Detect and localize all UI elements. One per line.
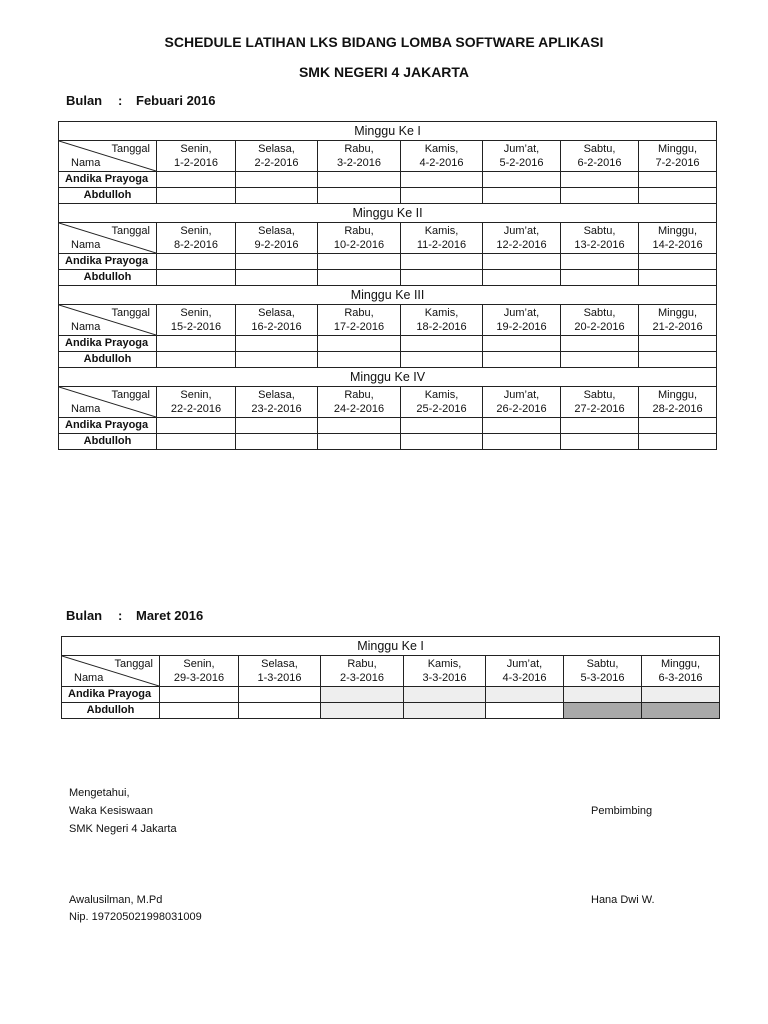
- schedule-cell[interactable]: [318, 434, 401, 450]
- tanggal-label: Tanggal: [114, 658, 153, 670]
- day-name: Kamis,: [424, 307, 459, 319]
- schedule-cell[interactable]: [318, 352, 401, 368]
- day-header: [639, 305, 717, 336]
- day-name: Sabtu,: [583, 389, 616, 401]
- schedule-cell[interactable]: [401, 188, 483, 204]
- day-header-row: [59, 387, 717, 418]
- day-date: 1-2-2016: [173, 157, 219, 169]
- schedule-cell[interactable]: [236, 336, 318, 352]
- schedule-cell[interactable]: [157, 254, 236, 270]
- day-date: 7-2-2016: [655, 157, 700, 169]
- day-name: Jum’at,: [503, 307, 540, 319]
- day-date: 20-2-2016: [574, 321, 625, 333]
- day-name: Jum’at,: [506, 658, 543, 670]
- day-name: Sabtu,: [586, 658, 619, 670]
- footer-signer-right: Hana Dwi W.: [591, 894, 655, 906]
- day-name: Rabu,: [344, 389, 374, 401]
- schedule-cell[interactable]: [486, 703, 564, 719]
- schedule-cell[interactable]: [318, 172, 401, 188]
- schedule-cell[interactable]: [401, 336, 483, 352]
- student-name: Abdulloh: [59, 352, 157, 368]
- day-header: [564, 656, 642, 687]
- day-date: 4-2-2016: [419, 157, 464, 169]
- day-date: 28-2-2016: [652, 403, 703, 415]
- day-date: 21-2-2016: [652, 321, 703, 333]
- student-row: [59, 172, 717, 188]
- schedule-cell[interactable]: [239, 687, 321, 703]
- day-date: 26-2-2016: [496, 403, 547, 415]
- schedule-cell[interactable]: [236, 254, 318, 270]
- day-date: 22-2-2016: [170, 403, 222, 415]
- day-name: Rabu,: [344, 225, 374, 237]
- schedule-cell[interactable]: [564, 703, 642, 719]
- day-header: [236, 141, 318, 172]
- day-header: [239, 656, 321, 687]
- day-name: Minggu,: [657, 225, 698, 237]
- schedule-cell[interactable]: [486, 687, 564, 703]
- day-date: 6-3-2016: [658, 672, 703, 684]
- schedule-cell[interactable]: [236, 188, 318, 204]
- day-name: Kamis,: [424, 143, 459, 155]
- day-name: Jum’at,: [503, 389, 540, 401]
- day-name: Jum’at,: [503, 225, 540, 237]
- day-header: [318, 387, 401, 418]
- march-schedule-table: [61, 636, 720, 719]
- week-title: Minggu Ke II: [59, 204, 717, 223]
- day-header: [639, 223, 717, 254]
- day-date: 2-3-2016: [339, 672, 385, 684]
- schedule-cell[interactable]: [561, 352, 639, 368]
- day-date: 29-3-2016: [173, 672, 225, 684]
- schedule-cell[interactable]: [642, 703, 720, 719]
- tanggal-nama-header: [59, 387, 157, 418]
- day-header: [236, 387, 318, 418]
- day-name: Minggu,: [657, 143, 698, 155]
- student-row: [59, 254, 717, 270]
- day-date: 12-2-2016: [496, 239, 547, 251]
- schedule-cell[interactable]: [318, 336, 401, 352]
- schedule-cell[interactable]: [239, 703, 321, 719]
- schedule-cell[interactable]: [318, 254, 401, 270]
- day-header: [236, 305, 318, 336]
- schedule-cell[interactable]: [561, 188, 639, 204]
- day-name: Senin,: [180, 143, 212, 155]
- schedule-cell[interactable]: [401, 434, 483, 450]
- bulan-label: Bulan: [66, 608, 103, 623]
- schedule-cell[interactable]: [561, 172, 639, 188]
- week-title: Minggu Ke III: [59, 286, 717, 305]
- student-name: Andika Prayoga: [59, 254, 157, 270]
- day-date: 4-3-2016: [502, 672, 547, 684]
- tanggal-label: Tanggal: [111, 143, 150, 155]
- day-header: [401, 223, 483, 254]
- day-date: 24-2-2016: [333, 403, 385, 415]
- day-header: [561, 141, 639, 172]
- schedule-cell[interactable]: [401, 172, 483, 188]
- day-name: Minggu,: [657, 307, 698, 319]
- schedule-cell[interactable]: [639, 254, 717, 270]
- day-name: Sabtu,: [583, 307, 616, 319]
- schedule-cell[interactable]: [483, 352, 561, 368]
- student-name: Andika Prayoga: [59, 172, 157, 188]
- week-title: Minggu Ke I: [62, 637, 720, 656]
- day-header: [483, 305, 561, 336]
- day-header: [642, 656, 720, 687]
- day-name: Jum’at,: [503, 143, 540, 155]
- day-header-row: [59, 141, 717, 172]
- day-date: 8-2-2016: [173, 239, 219, 251]
- schedule-cell[interactable]: [639, 418, 717, 434]
- schedule-cell[interactable]: [561, 434, 639, 450]
- day-date: 13-2-2016: [574, 239, 625, 251]
- colon-label: :: [118, 93, 123, 108]
- day-date: 3-3-2016: [422, 672, 467, 684]
- tanggal-label: Tanggal: [111, 307, 150, 319]
- student-row: [62, 703, 720, 719]
- day-header: [318, 223, 401, 254]
- week-title: Minggu Ke I: [59, 122, 717, 141]
- day-header: [639, 141, 717, 172]
- day-header: [483, 141, 561, 172]
- day-header: [639, 387, 717, 418]
- tanggal-nama-header: [62, 656, 160, 687]
- schedule-cell[interactable]: [639, 188, 717, 204]
- footer-pembimbing: Pembimbing: [591, 805, 653, 817]
- day-name: Senin,: [183, 658, 215, 670]
- nama-label: Nama: [71, 403, 101, 415]
- day-name: Senin,: [180, 389, 212, 401]
- day-header: [160, 656, 239, 687]
- schedule-cell[interactable]: [561, 336, 639, 352]
- schedule-cell[interactable]: [318, 188, 401, 204]
- day-name: Kamis,: [424, 225, 459, 237]
- nama-label: Nama: [74, 672, 104, 684]
- day-header: [157, 223, 236, 254]
- day-date: 5-2-2016: [499, 157, 544, 169]
- day-date: 11-2-2016: [416, 239, 467, 251]
- day-header: [401, 305, 483, 336]
- week-title-row: [59, 204, 717, 223]
- month-label-march: [66, 608, 203, 623]
- day-header: [157, 141, 236, 172]
- schedule-cell[interactable]: [160, 703, 239, 719]
- footer-nip: Nip. 197205021998031009: [69, 911, 202, 923]
- day-header: [236, 223, 318, 254]
- day-date: 5-3-2016: [580, 672, 625, 684]
- student-name: Andika Prayoga: [59, 418, 157, 434]
- nama-label: Nama: [71, 321, 101, 333]
- schedule-cell[interactable]: [160, 687, 239, 703]
- day-header-row: [59, 223, 717, 254]
- student-row: [59, 418, 717, 434]
- schedule-cell[interactable]: [401, 254, 483, 270]
- schedule-cell[interactable]: [236, 172, 318, 188]
- day-date: 15-2-2016: [170, 321, 222, 333]
- schedule-cell[interactable]: [639, 172, 717, 188]
- student-name: Abdulloh: [59, 434, 157, 450]
- schedule-title: SCHEDULE LATIHAN LKS BIDANG LOMBA SOFTWARE APLIKASI: [164, 34, 604, 50]
- schedule-cell[interactable]: [157, 270, 236, 286]
- schedule-cell[interactable]: [483, 434, 561, 450]
- day-date: 2-2-2016: [254, 157, 299, 169]
- day-name: Kamis,: [424, 389, 459, 401]
- nama-label: Nama: [71, 239, 101, 251]
- day-date: 14-2-2016: [652, 239, 703, 251]
- schedule-cell[interactable]: [157, 188, 236, 204]
- schedule-cell[interactable]: [401, 352, 483, 368]
- student-name: Andika Prayoga: [59, 336, 157, 352]
- day-name: Senin,: [180, 225, 212, 237]
- tanggal-label: Tanggal: [111, 225, 150, 237]
- day-date: 6-2-2016: [577, 157, 622, 169]
- schedule-cell[interactable]: [236, 418, 318, 434]
- week-title-row: [62, 637, 720, 656]
- day-header: [318, 141, 401, 172]
- student-row: [59, 352, 717, 368]
- day-name: Selasa,: [258, 225, 295, 237]
- month-name: Febuari 2016: [136, 93, 216, 108]
- month-label-february: [66, 93, 216, 108]
- day-name: Selasa,: [258, 389, 295, 401]
- schedule-cell[interactable]: [236, 352, 318, 368]
- schedule-cell[interactable]: [483, 254, 561, 270]
- day-header: [401, 387, 483, 418]
- schedule-cell[interactable]: [401, 270, 483, 286]
- nama-label: Nama: [71, 157, 101, 169]
- bulan-label: Bulan: [66, 93, 103, 108]
- day-header: [157, 305, 236, 336]
- day-name: Rabu,: [344, 143, 374, 155]
- schedule-cell[interactable]: [483, 188, 561, 204]
- schedule-cell[interactable]: [639, 352, 717, 368]
- day-name: Minggu,: [660, 658, 701, 670]
- schedule-cell[interactable]: [639, 336, 717, 352]
- schedule-cell[interactable]: [561, 270, 639, 286]
- day-header: [561, 223, 639, 254]
- tanggal-nama-header: [59, 305, 157, 336]
- schedule-cell[interactable]: [157, 418, 236, 434]
- day-name: Senin,: [180, 307, 212, 319]
- day-date: 19-2-2016: [496, 321, 547, 333]
- day-date: 3-2-2016: [336, 157, 382, 169]
- day-date: 23-2-2016: [251, 403, 302, 415]
- schedule-cell[interactable]: [639, 434, 717, 450]
- schedule-cell[interactable]: [157, 336, 236, 352]
- schedule-cell[interactable]: [483, 270, 561, 286]
- day-date: 17-2-2016: [333, 321, 385, 333]
- day-name: Rabu,: [344, 307, 374, 319]
- tanggal-label: Tanggal: [111, 389, 150, 401]
- schedule-cell[interactable]: [483, 418, 561, 434]
- month-name: Maret 2016: [136, 608, 204, 623]
- day-header-row: [62, 656, 720, 687]
- schedule-cell[interactable]: [321, 703, 404, 719]
- school-title: SMK NEGERI 4 JAKARTA: [298, 64, 470, 80]
- week-title: Minggu Ke IV: [59, 368, 717, 387]
- schedule-cell[interactable]: [401, 418, 483, 434]
- day-header-row: [59, 305, 717, 336]
- day-date: 9-2-2016: [254, 239, 299, 251]
- week-title-row: [59, 122, 717, 141]
- day-date: 25-2-2016: [416, 403, 467, 415]
- day-header: [401, 141, 483, 172]
- footer-waka-kesiswaan: Waka Kesiswaan: [69, 805, 153, 817]
- day-name: Kamis,: [427, 658, 462, 670]
- day-header: [561, 305, 639, 336]
- student-name: Abdulloh: [59, 188, 157, 204]
- student-row: [59, 270, 717, 286]
- day-header: [318, 305, 401, 336]
- day-header: [321, 656, 404, 687]
- schedule-cell[interactable]: [404, 687, 486, 703]
- day-date: 27-2-2016: [574, 403, 625, 415]
- schedule-cell[interactable]: [483, 172, 561, 188]
- student-name: Andika Prayoga: [62, 687, 160, 703]
- schedule-cell[interactable]: [561, 254, 639, 270]
- day-name: Sabtu,: [583, 225, 616, 237]
- schedule-cell[interactable]: [318, 418, 401, 434]
- schedule-cell[interactable]: [321, 687, 404, 703]
- student-name: Abdulloh: [62, 703, 160, 719]
- footer-mengetahui: Mengetahui,: [69, 787, 130, 799]
- schedule-cell[interactable]: [561, 418, 639, 434]
- day-date: 1-3-2016: [257, 672, 302, 684]
- day-name: Selasa,: [258, 143, 295, 155]
- day-date: 16-2-2016: [251, 321, 302, 333]
- student-row: [59, 434, 717, 450]
- day-name: Selasa,: [261, 658, 298, 670]
- schedule-cell[interactable]: [318, 270, 401, 286]
- day-name: Selasa,: [258, 307, 295, 319]
- schedule-cell[interactable]: [483, 336, 561, 352]
- schedule-cell[interactable]: [236, 434, 318, 450]
- footer-signer-left: Awalusilman, M.Pd: [69, 894, 163, 906]
- tanggal-nama-header: [59, 223, 157, 254]
- schedule-cell[interactable]: [642, 687, 720, 703]
- day-header: [483, 387, 561, 418]
- student-row: [59, 188, 717, 204]
- student-row: [59, 336, 717, 352]
- day-date: 10-2-2016: [333, 239, 385, 251]
- day-name: Minggu,: [657, 389, 698, 401]
- schedule-cell[interactable]: [404, 703, 486, 719]
- day-date: 18-2-2016: [416, 321, 467, 333]
- schedule-cell[interactable]: [564, 687, 642, 703]
- day-name: Rabu,: [347, 658, 377, 670]
- day-header: [561, 387, 639, 418]
- day-name: Sabtu,: [583, 143, 616, 155]
- week-title-row: [59, 368, 717, 387]
- footer-school: SMK Negeri 4 Jakarta: [69, 823, 177, 835]
- schedule-cell[interactable]: [639, 270, 717, 286]
- day-header: [483, 223, 561, 254]
- day-header: [157, 387, 236, 418]
- student-name: Abdulloh: [59, 270, 157, 286]
- day-header: [486, 656, 564, 687]
- colon-label: :: [118, 608, 123, 623]
- schedule-cell[interactable]: [157, 172, 236, 188]
- february-schedule-table: [58, 121, 717, 450]
- student-row: [62, 687, 720, 703]
- schedule-cell[interactable]: [236, 270, 318, 286]
- schedule-cell[interactable]: [157, 434, 236, 450]
- tanggal-nama-header: [59, 141, 157, 172]
- week-title-row: [59, 286, 717, 305]
- schedule-cell[interactable]: [157, 352, 236, 368]
- day-header: [404, 656, 486, 687]
